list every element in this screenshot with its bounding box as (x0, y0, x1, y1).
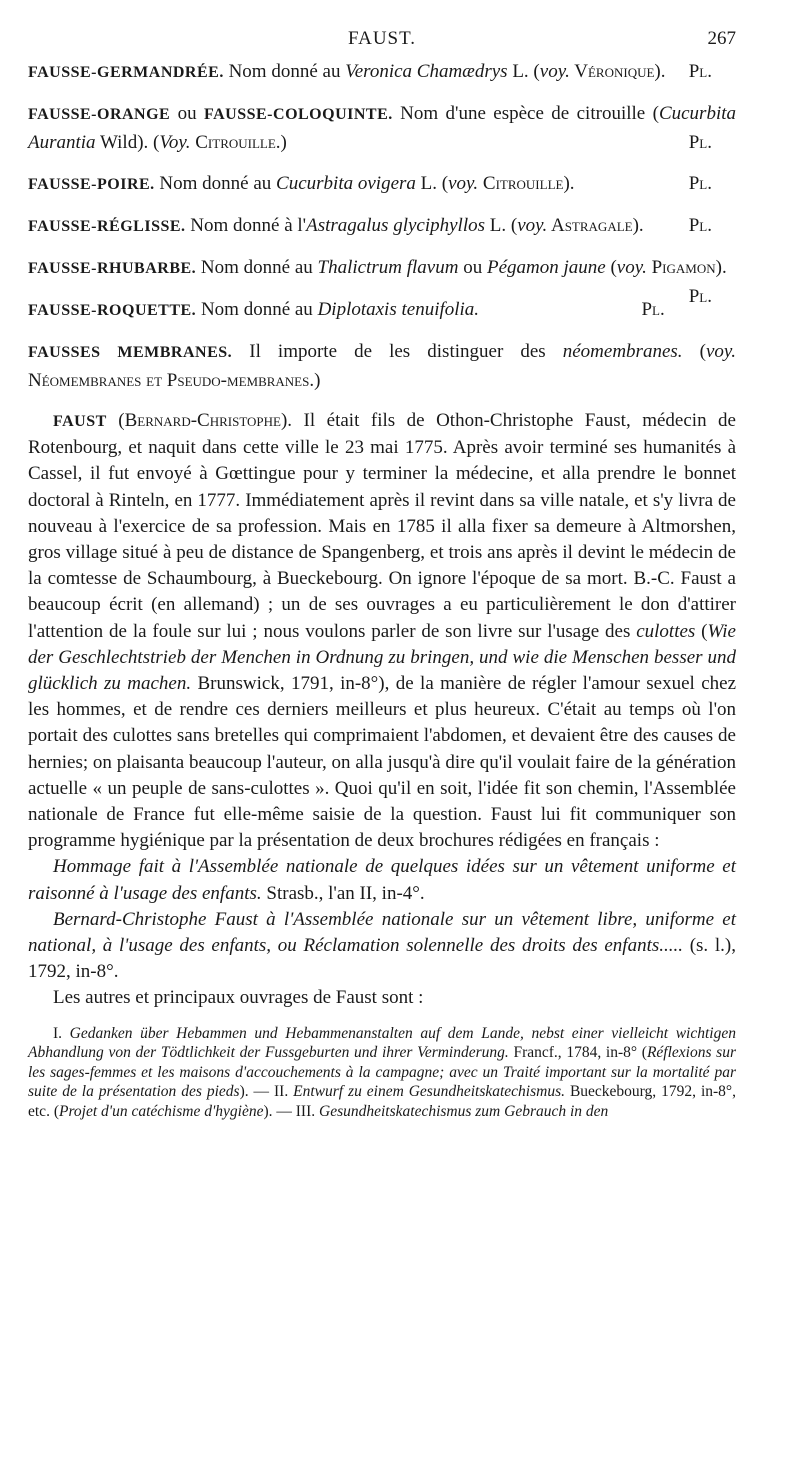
voy-ref: Voy. (159, 132, 191, 153)
work-2-num: II. (274, 1083, 294, 1101)
entry-text: ). (715, 257, 727, 278)
latin-name: néomembranes. (562, 341, 683, 362)
citation-1-pub: Strasb., l'an II, in-4°. (261, 882, 425, 904)
cross-reference: Astragale (547, 215, 633, 236)
entry-text: Nom donné à l' (185, 215, 307, 236)
page (28, 22, 736, 1137)
headword: FAUSSE-GERMANDRÉE. (28, 64, 224, 81)
author-signature: Pl. (641, 299, 665, 320)
cross-reference: Néomembranes et Pseudo-membranes. (28, 370, 315, 391)
citation-1-title: Hommage fait à l'Assemblée nationale de quelques idées sur un vêtement uniforme et raisonné à l'usage des enfants. (28, 856, 736, 904)
voy-ref: voy. (448, 173, 479, 194)
work-1-pub: Francf., 1784, in-8° ( (508, 1044, 647, 1062)
biography-entry (28, 408, 736, 854)
bio-name: (Bernard-Christophe). (106, 410, 293, 431)
author-signature: Pl. (688, 61, 712, 82)
footnote-works (28, 1024, 736, 1122)
bio-culottes: culottes (636, 620, 696, 642)
latin-name: Cucurbita Aurantia (28, 103, 736, 153)
latin-name: Cucurbita ovigera (276, 173, 416, 194)
work-1-translation: Réflexions sur les sages-femmes et les maisons d'accouchements à la campagne; avec un Traité important sur la mortalité par suite de la présentation des pieds (28, 1044, 736, 1101)
entry-text: ). (563, 173, 575, 194)
dictionary-entry (28, 58, 736, 87)
bio-paren: ( (695, 620, 708, 642)
citation-2-title: Bernard-Christophe Faust à l'Assemblée nationale sur un vêtement libre, uniforme et national, à l'usage des enfants, ou Réclamation solennelle des droits des enfants..... (28, 908, 736, 957)
dictionary-entry (28, 338, 736, 395)
entry-text: L. ( (507, 61, 540, 82)
work-3-title: Gesundheitskatechismus zum Gebrauch in den (319, 1103, 609, 1121)
entry-text: Wild). ( (95, 132, 160, 153)
work-1-close: ). — (239, 1083, 274, 1101)
entry-text: ( (605, 257, 617, 278)
dictionary-entry (28, 254, 736, 307)
cross-reference: Véronique (569, 61, 655, 82)
headword: FAUSSE-ROQUETTE. (28, 302, 197, 319)
short-entries (28, 58, 736, 395)
headword: FAUSSE-POIRE. (28, 176, 155, 193)
entry-text: Nom donné au (196, 257, 318, 278)
headword: FAUSSE-COLOQUINTE. (204, 106, 393, 123)
work-2-title: Entwurf zu einem Gesundheitskatechismus. (293, 1083, 565, 1101)
entry-text: ) (314, 370, 321, 391)
dictionary-entry (28, 100, 736, 157)
citation-2-pub: (s. l.), 1792, in-8°. (28, 935, 736, 983)
latin-name: Pégamon jaune (486, 257, 606, 278)
entry-text: ) (280, 132, 287, 153)
voy-ref: voy. (705, 341, 737, 362)
headword: FAUSSE-ORANGE (28, 106, 171, 123)
author-signature: Pl. (688, 132, 712, 153)
work-2-pub: Bueckebourg, 1792, in-8°, etc. ( (28, 1083, 736, 1121)
author-signature: Pl. (688, 286, 712, 307)
citation-2 (28, 907, 736, 986)
voy-ref: voy. (517, 215, 548, 236)
others-intro: Les autres et principaux ouvrages de Faust sont : (53, 987, 424, 1009)
headword: FAUSSE-RÉGLISSE. (28, 218, 186, 235)
entry-text: Il importe de les distinguer des (232, 341, 563, 362)
bio-text-1: Il était fils de Othon-Christophe Faust, médecin de Rotenbourg, et naquit dans cette ville le 23 mai 1775. Après avoir terminé ses humanités à Cassel, il fut envoyé à Gœttingue pour y terminer la médecine, et alla prendre le bonnet doctoral à Rinteln, en 1777. Immédiatement après il revint dans sa ville natale, et s'y livra de nouveau à l'exercice de sa profession. Mais en 1785 il alla fixer sa demeure à Altmorshen, gros village situé à peu de distance de Spangenberg, et trois ans après il devint le médecin de la comtesse de Schaumbourg, à Bueckebourg. On ignore l'époque de sa mort. B.-C. Faust a beaucoup écrit (en allemand) ; un de ses ouvrages a eu particulièrement le don d'attirer l'attention de la foule sur lui ; nous voulons parler de son livre sur l'usage des (28, 410, 736, 642)
entry-text: Nom donné au (196, 299, 318, 320)
latin-name: Thalictrum flavum (317, 257, 459, 278)
work-2-translation: Projet d'un catéchisme d'hygiène (58, 1103, 264, 1121)
headword: FAUSSE-RHUBARBE. (28, 260, 197, 277)
latin-name: Astragalus glyciphyllos (306, 215, 486, 236)
latin-name: Diplotaxis tenuifolia. (317, 299, 480, 320)
entry-text: L. ( (485, 215, 518, 236)
entry-text: Nom donné au (154, 173, 277, 194)
latin-name: Veronica Chamædrys (345, 61, 508, 82)
headword: FAUST (53, 413, 107, 430)
voy-ref: voy. (539, 61, 570, 82)
entry-text: ( (682, 341, 706, 362)
headword: FAUSSES MEMBRANES. (28, 344, 233, 361)
dictionary-entry (28, 170, 736, 199)
entry-text: Nom donné au (223, 61, 346, 82)
cross-reference: Citrouille. (190, 132, 281, 153)
cross-reference: Citrouille (478, 173, 564, 194)
entry-text: ou (170, 103, 205, 124)
dictionary-entry (28, 212, 736, 241)
dictionary-entry (28, 296, 736, 325)
entry-text: Nom d'une espèce de citrouille ( (392, 103, 659, 124)
bio-text-2: Brunswick, 1791, in-8°), de la manière de régler l'amour sexuel chez les hommes, et de rendre ces derniers meilleurs et plus heureux. C'était au temps où l'on portait des culottes sans bretelles qui comprimaient l'abdomen, et devaient être des causes de hernies; on plaisanta beaucoup l'auteur, on alla jusqu'à dire qu'il voulait faire de la génération actuelle « un peuple de sans-culottes ». Quoi qu'il en soit, l'idée fit son chemin, l'Assemblée nationale de France fut elle-même saisie de la question. Faust lui fit communiquer son programme hygiénique par la présentation de deux brochures rédigées en français : (28, 673, 736, 852)
entry-text: ). (632, 215, 644, 236)
running-title: FAUST. (347, 28, 417, 49)
author-signature: Pl. (688, 173, 712, 194)
work-2-close: ). — (263, 1103, 296, 1121)
bio-german-title: Wie der Geschlechtstrieb der Menchen in Ordnung zu bringen, und wie die Menschen besser und glücklich zu machen. (28, 620, 736, 695)
work-1-num: I. (53, 1024, 70, 1042)
page-number: 267 (707, 28, 736, 49)
citation-1 (28, 854, 736, 906)
work-3-num: III. (295, 1103, 320, 1121)
work-1-title: Gedanken über Hebammen und Hebammenanstalten auf dem Lande, nebst einer vielleicht wichtigen Abhandlung von der Tödtlichkeit der Fussgeburten und ihrer Verminderung. (28, 1024, 736, 1062)
entry-text: ou (458, 257, 487, 278)
entry-text: L. ( (415, 173, 449, 194)
cross-reference: Pigamon (646, 257, 716, 278)
author-signature: Pl. (688, 215, 712, 236)
entry-text: ). (654, 61, 666, 82)
running-head (28, 22, 736, 58)
voy-ref: voy. (616, 257, 647, 278)
